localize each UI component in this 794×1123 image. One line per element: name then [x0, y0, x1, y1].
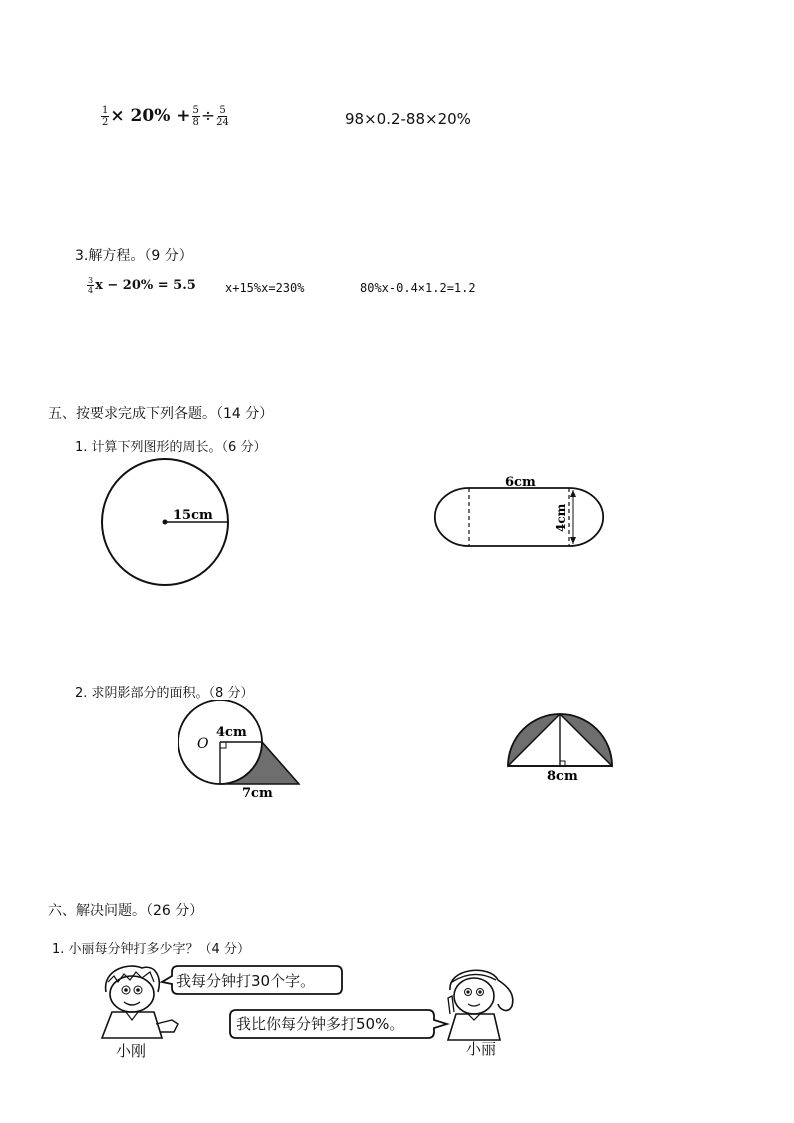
- shaded-circle-triangle-figure: [178, 700, 303, 802]
- person-name-xiaoli: 小丽: [466, 1040, 497, 1058]
- section5-q1: 1. 计算下列图形的周长。（6 分）: [75, 440, 267, 455]
- stadium-figure: [432, 470, 612, 552]
- person-name-xiaogang: 小刚: [116, 1042, 147, 1060]
- section5-title: 五、按要求完成下列各题。（14 分）: [48, 406, 274, 422]
- calc-expression-1: $\frac{1}{2}$ × 20% + $\frac{5}{8}$ ÷ $\frac{5}{24}$: [102, 105, 229, 128]
- circle-figure: [95, 455, 240, 590]
- radius-4cm-label: 4cm: [216, 725, 247, 740]
- equation-3: 80%x-0.4×1.2=1.2: [360, 281, 476, 295]
- center-o-label: O: [197, 736, 209, 752]
- equation-1: $\frac{3}{4}$ x − 20% = 5.5: [88, 276, 196, 295]
- fraction-5-24: $\frac{5}{24}$: [216, 105, 229, 128]
- girl-illustration: [438, 962, 523, 1044]
- speech-bubble-2-text: 我比你每分钟多打50%。: [236, 1015, 405, 1033]
- base-8cm-label: 8cm: [547, 769, 578, 784]
- section6-q1: 1. 小丽每分钟打多少字？（4 分）: [52, 942, 250, 957]
- stadium-width-label: 6cm: [505, 475, 536, 490]
- fraction-5-8: $\frac{5}{8}$: [192, 105, 199, 128]
- calc-expression-2: 98×0.2-88×20%: [345, 110, 471, 128]
- circle-radius-label: 15cm: [173, 508, 213, 523]
- speech-bubble-1-text: 我每分钟打30个字。: [176, 972, 316, 990]
- section5-q2: 2. 求阴影部分的面积。（8 分）: [75, 686, 254, 701]
- base-7cm-label: 7cm: [242, 786, 273, 801]
- shaded-semicircle-figure: [503, 712, 618, 784]
- equations-title: 3.解方程。（9 分）: [75, 248, 193, 264]
- stadium-height-label: 4cm: [554, 503, 568, 532]
- section6-title: 六、解决问题。（26 分）: [48, 903, 204, 919]
- equation-2: x+15%x=230%: [225, 281, 305, 295]
- fraction-1-2: $\frac{1}{2}$: [102, 105, 109, 128]
